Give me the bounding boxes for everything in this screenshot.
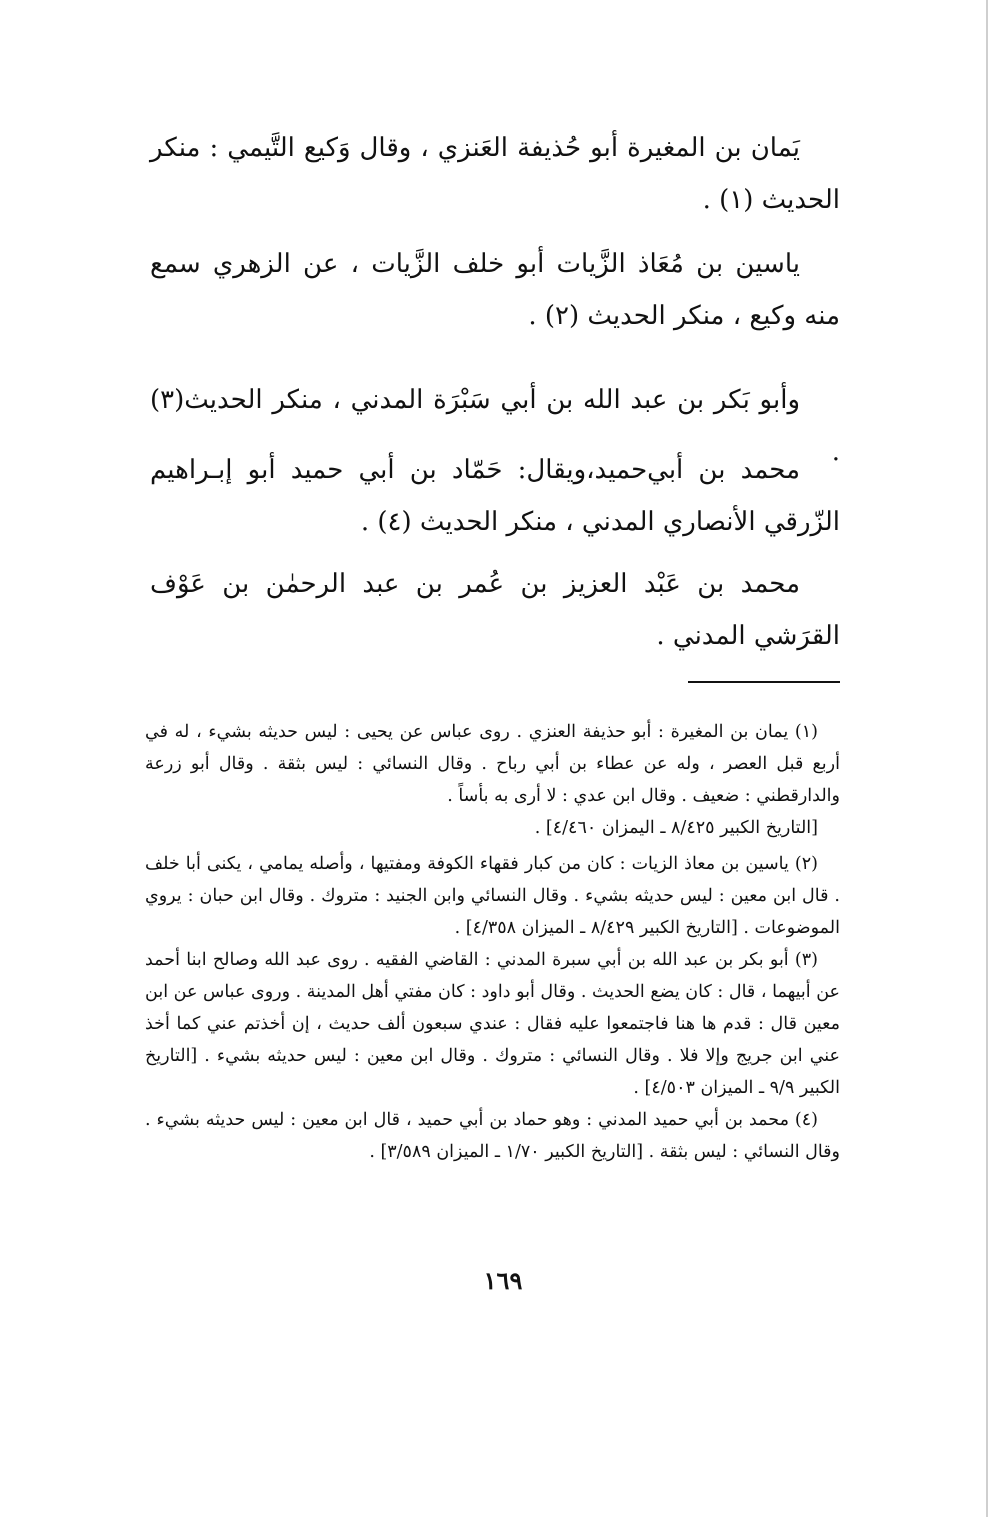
- main-paragraph-4: [150, 444, 840, 548]
- footnote-1: (١) يمان بن المغيرة : أبو حذيفة العنزي . روى عباس عن يحيى : ليس حديثه بشيء ، له في أربع قبل العصر ، وله عن عطاء بن أبي رباح . وقال النسائي : ليس بثقة . وقال أبو زرعة والدارقطني : ضعيف . وقال ابن عدي : لا أرى به بأساً .: [145, 722, 840, 806]
- footnotes-block: [145, 716, 840, 1168]
- main-paragraph-5: [150, 558, 840, 662]
- paragraph-text: يَمان بن المغيرة أبو حُذيفة العَنزي ، وقال وَكيع التَّيمي : منكر الحديث (١) .: [150, 133, 840, 215]
- footnote-separator: [688, 681, 840, 683]
- footnote-4: (٤) محمد بن أبي حميد المدني : وهو حماد بن أبي حميد ، قال ابن معين : ليس حديثه بشيء . وقال النسائي : ليس بثقة . [التاريخ الكبير ١/٧٠ ـ الميزان ٣/٥٨٩] .: [145, 1110, 840, 1162]
- paragraph-text: محمد بن عَبْد العزيز بن عُمر بن عبد الرحمٰن بن عَوْف القرَشي المدني .: [150, 569, 840, 651]
- paragraph-text: محمد بن أبي‌حميد،ويقال: حَمّاد بن أبي حميد أبو إبـراهيم الزّرقي الأنصاري المدني ، منكر الحديث (٤) .: [150, 455, 840, 537]
- main-paragraph-2: [150, 238, 840, 342]
- paragraph-text: وأبو بَكر بن عبد الله بن أبي سَبْرَة المدني ، منكر الحديث(٣) .: [150, 385, 840, 467]
- main-paragraph-1: [150, 122, 840, 226]
- page-number: ١٦٩: [483, 1266, 523, 1295]
- footnote-3: (٣) أبو بكر بن عبد الله بن أبي سبرة المدني : القاضي الفقيه . روى عبد الله وصالح ابنا أحمد عن أبيهما ، قال : كان يضع الحديث . وقال أبو داود : كان مفتي أهل المدينة . وروى عباس عن ابن معين قال : قدم ها هنا فاجتمعوا عليه فقال : عندي سبعون ألف حديث ، إن أخذتم عني كما أخذ عني ابن جريج وإلا فلا . وقال النسائي : متروك . وقال ابن معين : ليس حديثه بشيء . [التاريخ الكبير ٩/٩ ـ الميزان ٤/٥٠٣] .: [145, 950, 840, 1098]
- footnote-1-reference: [التاريخ الكبير ٨/٤٢٥ ـ اليمزان ٤/٤٦٠] .: [534, 818, 818, 838]
- paragraph-text: ياسين بن مُعَاذ الزَّيات أبو خلف الزَّيات ، عن الزهري سمع منه وكيع ، منكر الحديث (٢) .: [150, 249, 840, 331]
- footnote-2: (٢) ياسين بن معاذ الزيات : كان من كبار فقهاء الكوفة ومفتيها ، وأصله يمامي ، يكنى أبا خلف . قال ابن معين : ليس حديثه بشيء . وقال النسائي وابن الجنيد : متروك . وقال ابن حبان : يروي الموضوعات . [التاريخ الكبير ٨/٤٢٩ ـ الميزان ٤/٣٥٨] .: [145, 854, 840, 938]
